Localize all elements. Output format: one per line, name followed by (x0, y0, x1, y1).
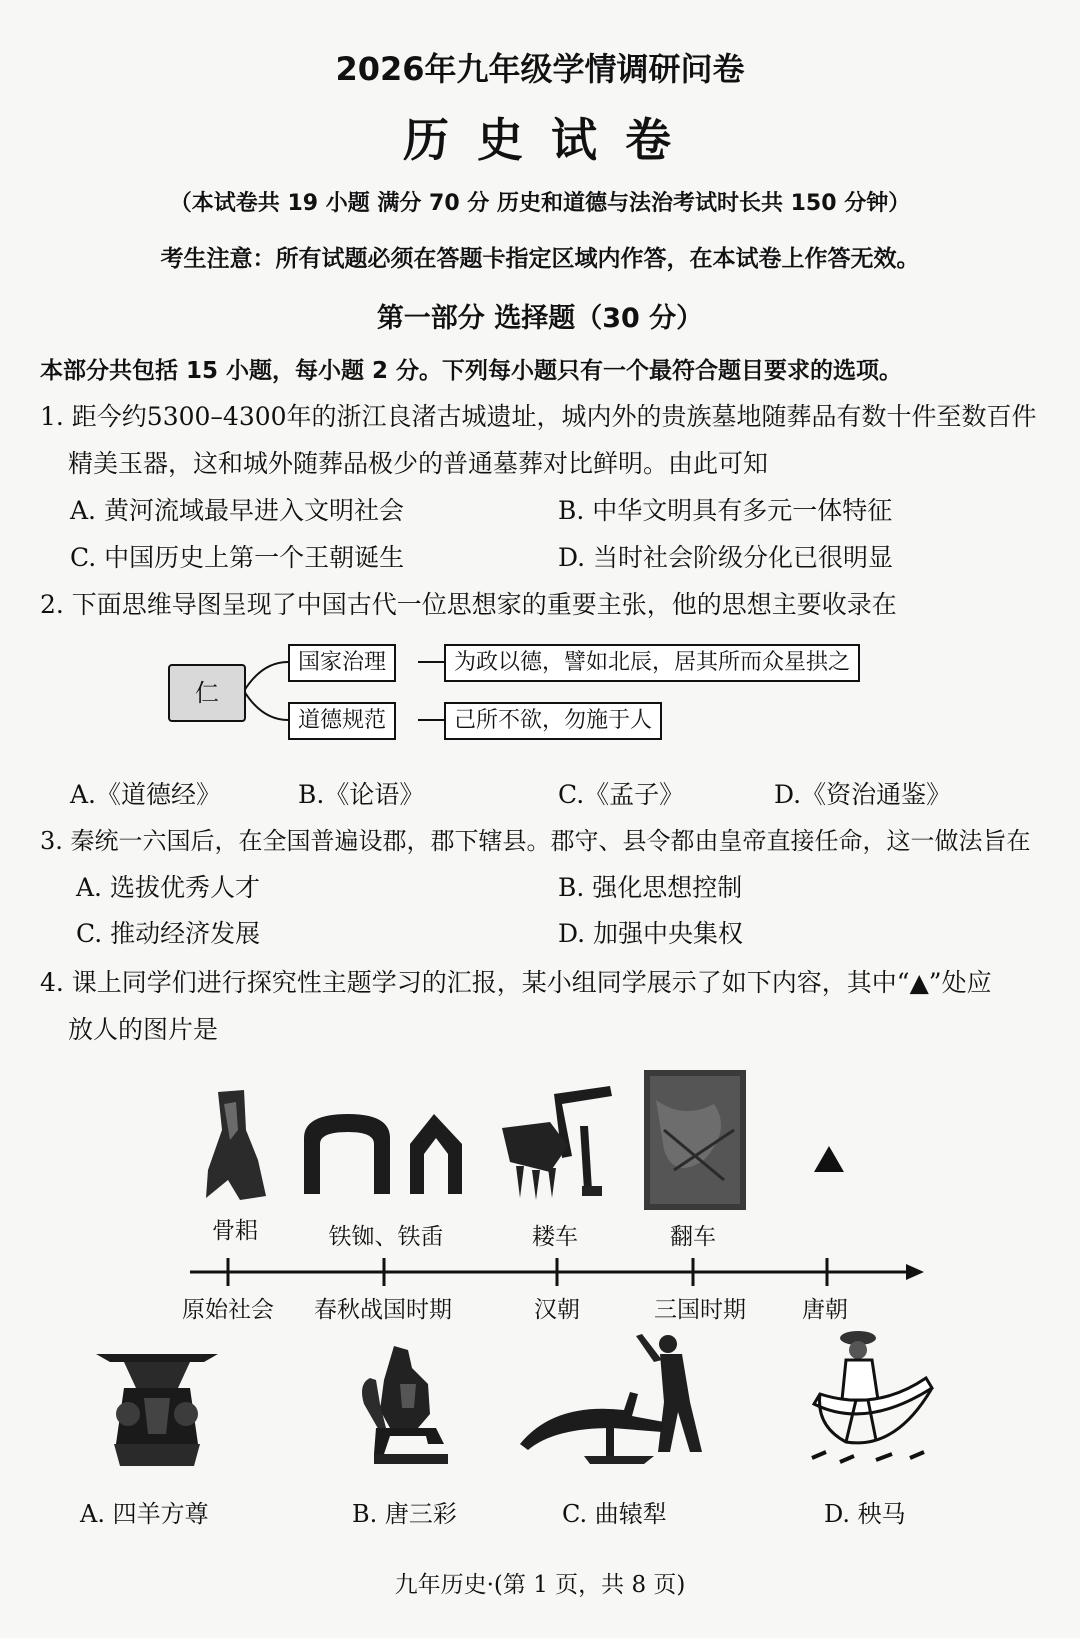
question-2-option-d[interactable]: D.《资治通鉴》 (774, 780, 952, 809)
timeline-period-label-4: 三国时期 (654, 1297, 746, 1323)
exam-title: 2026年九年级学情调研问卷 (335, 50, 745, 88)
question-4-option-a[interactable]: A. 四羊方尊 (80, 1500, 209, 1528)
timeline-tool-label-1: 骨耜 (212, 1218, 258, 1244)
question-4-line-1: 4. 课上同学们进行探究性主题学习的汇报，某小组同学展示了如下内容，其中“▲”处应 (40, 968, 992, 997)
question-1-option-a[interactable]: A. 黄河流域最早进入文明社会 (70, 496, 404, 525)
mind-map-center: 仁 (168, 664, 246, 722)
exam-subtitle: （本试卷共 19 小题 满分 70 分 历史和道德与法治考试时长共 150 分钟） (169, 191, 911, 216)
question-3-stem: 3. 秦统一六国后，在全国普遍设郡，郡下辖县。郡守、县令都由皇帝直接任命，这一做法旨在 (40, 827, 1031, 855)
question-1-option-c[interactable]: C. 中国历史上第一个王朝诞生 (70, 543, 405, 572)
question-1-line-2: 精美玉器，这和城外随葬品极少的普通墓葬对比鲜明。由此可知 (68, 449, 769, 478)
question-1-option-b[interactable]: B. 中华文明具有多元一体特征 (558, 496, 893, 525)
timeline-period-label-1: 原始社会 (182, 1297, 274, 1323)
question-3-option-b[interactable]: B. 强化思想控制 (558, 873, 743, 902)
four-goat-square-zun-image (94, 1348, 220, 1468)
question-2-option-c[interactable]: C.《孟子》 (558, 780, 685, 809)
question-1-option-d[interactable]: D. 当时社会阶级分化已很明显 (558, 543, 894, 572)
question-4-line-2: 放人的图片是 (68, 1015, 219, 1044)
timeline-tool-label-3: 耧车 (532, 1224, 578, 1250)
question-4-option-c[interactable]: C. 曲辕犁 (562, 1500, 667, 1528)
question-3-option-c[interactable]: C. 推动经济发展 (76, 919, 261, 948)
mind-map-branch-governance-detail: 为政以德，譬如北辰，居其所而众星拱之 (444, 644, 860, 682)
question-3-option-d[interactable]: D. 加强中央集权 (558, 919, 744, 948)
mind-map-branch-morality: 道德规范 (288, 702, 396, 740)
section-instruction: 本部分共包括 15 小题，每小题 2 分。下列每小题只有一个最符合题目要求的选项。 (40, 358, 903, 384)
timeline-period-label-5: 唐朝 (802, 1297, 848, 1323)
timeline-tool-label-4: 翻车 (670, 1224, 716, 1250)
page-footer: 九年历史·(第 1 页，共 8 页) (394, 1572, 686, 1598)
placeholder-triangle-icon (812, 1144, 846, 1174)
question-4-option-d[interactable]: D. 秧马 (824, 1500, 906, 1528)
mind-map-branch-morality-detail: 己所不欲，勿施于人 (444, 702, 662, 740)
exam-notice: 考生注意：所有试题必须在答题卡指定区域内作答，在本试卷上作答无效。 (160, 246, 920, 272)
curved-shaft-plow-image (514, 1332, 724, 1472)
bone-spade-image (200, 1090, 270, 1202)
question-1-line-1: 1. 距今约5300–4300年的浙江良渚古城遗址，城内外的贵族墓地随葬品有数十件至数百件 (40, 402, 1037, 431)
tang-sancai-camel-image (356, 1344, 456, 1470)
iron-hoe-image (298, 1108, 478, 1198)
mind-map-branch-governance: 国家治理 (288, 644, 396, 682)
timeline-period-label-3: 汉朝 (534, 1297, 580, 1323)
seed-drill-image (500, 1086, 620, 1202)
section-title: 第一部分 选择题（30 分） (376, 303, 704, 334)
question-2-stem: 2. 下面思维导图呈现了中国古代一位思想家的重要主张，他的思想主要收录在 (40, 590, 897, 619)
timeline-axis (180, 1250, 940, 1290)
question-4-option-b[interactable]: B. 唐三彩 (352, 1500, 457, 1528)
water-wheel-image (644, 1070, 746, 1210)
question-2-option-a[interactable]: A.《道德经》 (70, 780, 222, 809)
subject-title: 历 史 试 卷 (402, 113, 678, 167)
rice-transplanting-stool-image (806, 1330, 946, 1472)
question-3-option-a[interactable]: A. 选拔优秀人才 (76, 873, 260, 902)
timeline-period-label-2: 春秋战国时期 (314, 1297, 452, 1323)
question-2-option-b[interactable]: B.《论语》 (298, 780, 425, 809)
timeline-tool-label-2: 铁铷、铁臿 (328, 1224, 444, 1250)
